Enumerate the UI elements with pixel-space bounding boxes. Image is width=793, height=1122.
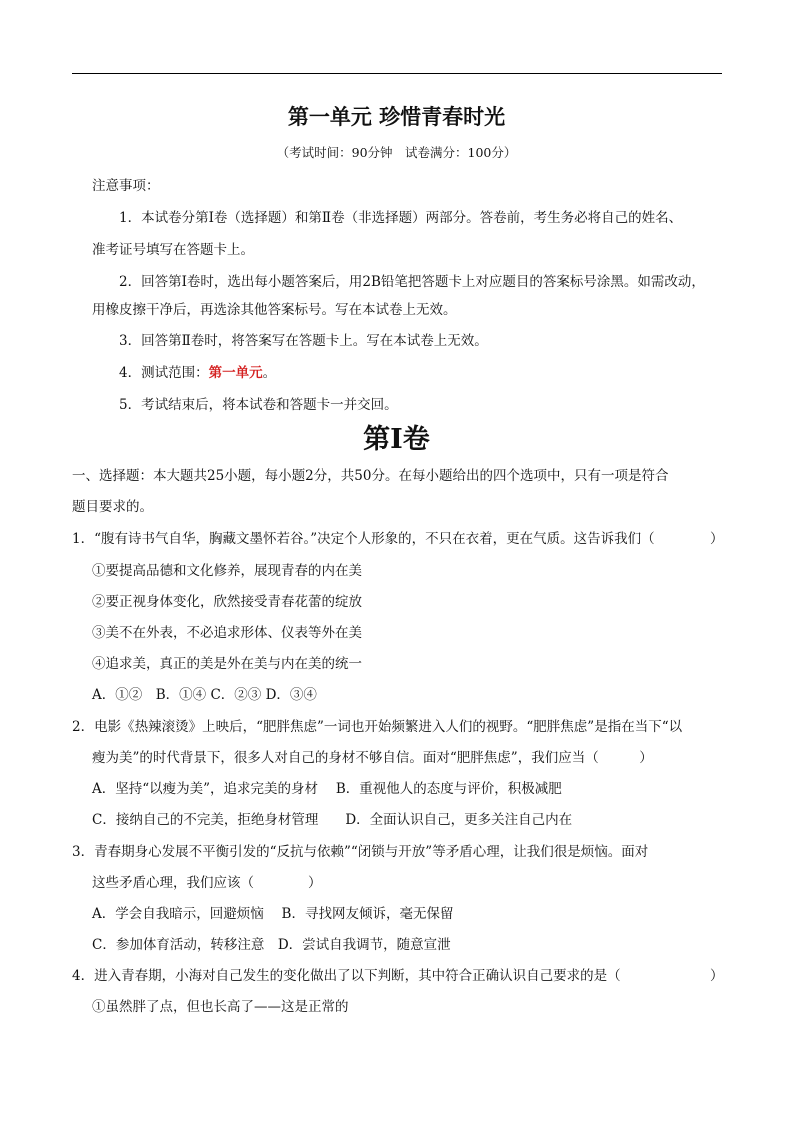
note-1a: 1．本试卷分第Ⅰ卷（选择题）和第Ⅱ卷（非选择题）两部分。答卷前，考生务必将自己的姓名、 (119, 210, 683, 226)
q3-stem-a: 3．青春期身心发展不平衡引发的“反抗与依赖”“闭锁与开放”等矛盾心理，让我们很是烦恼。面对 (72, 844, 649, 860)
q4-close: ） (710, 968, 724, 984)
q4-stem: 4．进入青春期，小海对自己发生的变化做出了以下判断，其中符合正确认识自己要求的是（ (72, 968, 621, 984)
q3-choices-ab: A．学会自我暗示，回避烦恼 B．寻找网友倾诉，毫无保留 (92, 906, 454, 922)
note-4 (119, 363, 276, 383)
q1-choices: A．①② B．①④ C．②③ D．③④ (92, 687, 317, 703)
note-4-prefix: 4．测试范围： (119, 365, 209, 381)
q1-option-3: ③美不在外表，不必追求形体、仪表等外在美 (92, 625, 362, 641)
note-1b: 准考证号填写在答题卡上。 (92, 242, 254, 258)
q4-option-1: ①虽然胖了点，但也长高了——这是正常的 (92, 999, 349, 1015)
q2-choices-cd: C．接纳自己的不完美，拒绝身材管理 D．全面认识自己，更多关注自己内在 (92, 812, 573, 828)
q3-stem-b: 这些矛盾心理，我们应该（ ） (92, 875, 322, 891)
q1-stem: 1．“腹有诗书气自华，胸藏文墨怀若谷。”决定个人形象的，不只在衣着，更在气质。这告诉我们（ (72, 531, 655, 547)
q3-choices-cd: C．参加体育活动，转移注意 D．尝试自我调节，随意宣泄 (92, 937, 451, 953)
exam-info: （考试时间：90分钟 试卷满分：100分） (276, 145, 517, 160)
note-5: 5．考试结束后，将本试卷和答题卡一并交回。 (119, 397, 398, 413)
q2-stem-a: 2．电影《热辣滚烫》上映后，“肥胖焦虑”一词也开始频繁进入人们的视野。“肥胖焦虑”是指在当下“以 (72, 719, 683, 735)
page-title: 第一单元 珍惜青春时光 (287, 104, 506, 129)
note-4-suffix: 。 (262, 365, 277, 381)
q1-option-1: ①要提高品德和文化修养，展现青春的内在美 (92, 563, 362, 579)
section-intro-a: 一、选择题：本大题共25小题，每小题2分，共50分。在每小题给出的四个选项中，只有一项是符合 (72, 468, 669, 484)
test-range: 第一单元 (208, 365, 263, 381)
note-3: 3．回答第Ⅱ卷时，将答案写在答题卡上。写在本试卷上无效。 (119, 333, 488, 349)
q2-choices-ab: A．坚持“以瘦为美”，追求完美的身材 B．重视他人的态度与评价，积极减肥 (92, 781, 562, 797)
header-rule (72, 73, 722, 74)
note-2a: 2．回答第Ⅰ卷时，选出每小题答案后，用2B铅笔把答题卡上对应题目的答案标号涂黑。如需改动， (119, 274, 705, 290)
note-2b: 用橡皮擦干净后，再选涂其他答案标号。写在本试卷上无效。 (92, 302, 457, 318)
q2-stem-b: 瘦为美”的时代背景下，很多人对自己的身材不够自信。面对“肥胖焦虑”，我们应当（ ） (92, 750, 653, 766)
section-title: 第Ⅰ卷 (363, 424, 430, 455)
section-intro-b: 题目要求的。 (72, 499, 153, 515)
notes-heading: 注意事项： (92, 178, 160, 194)
q1-close: ） (710, 531, 724, 547)
q1-option-2: ②要正视身体变化，欣然接受青春花蕾的绽放 (92, 594, 362, 610)
q1-option-4: ④追求美，真正的美是外在美与内在美的统一 (92, 656, 362, 672)
